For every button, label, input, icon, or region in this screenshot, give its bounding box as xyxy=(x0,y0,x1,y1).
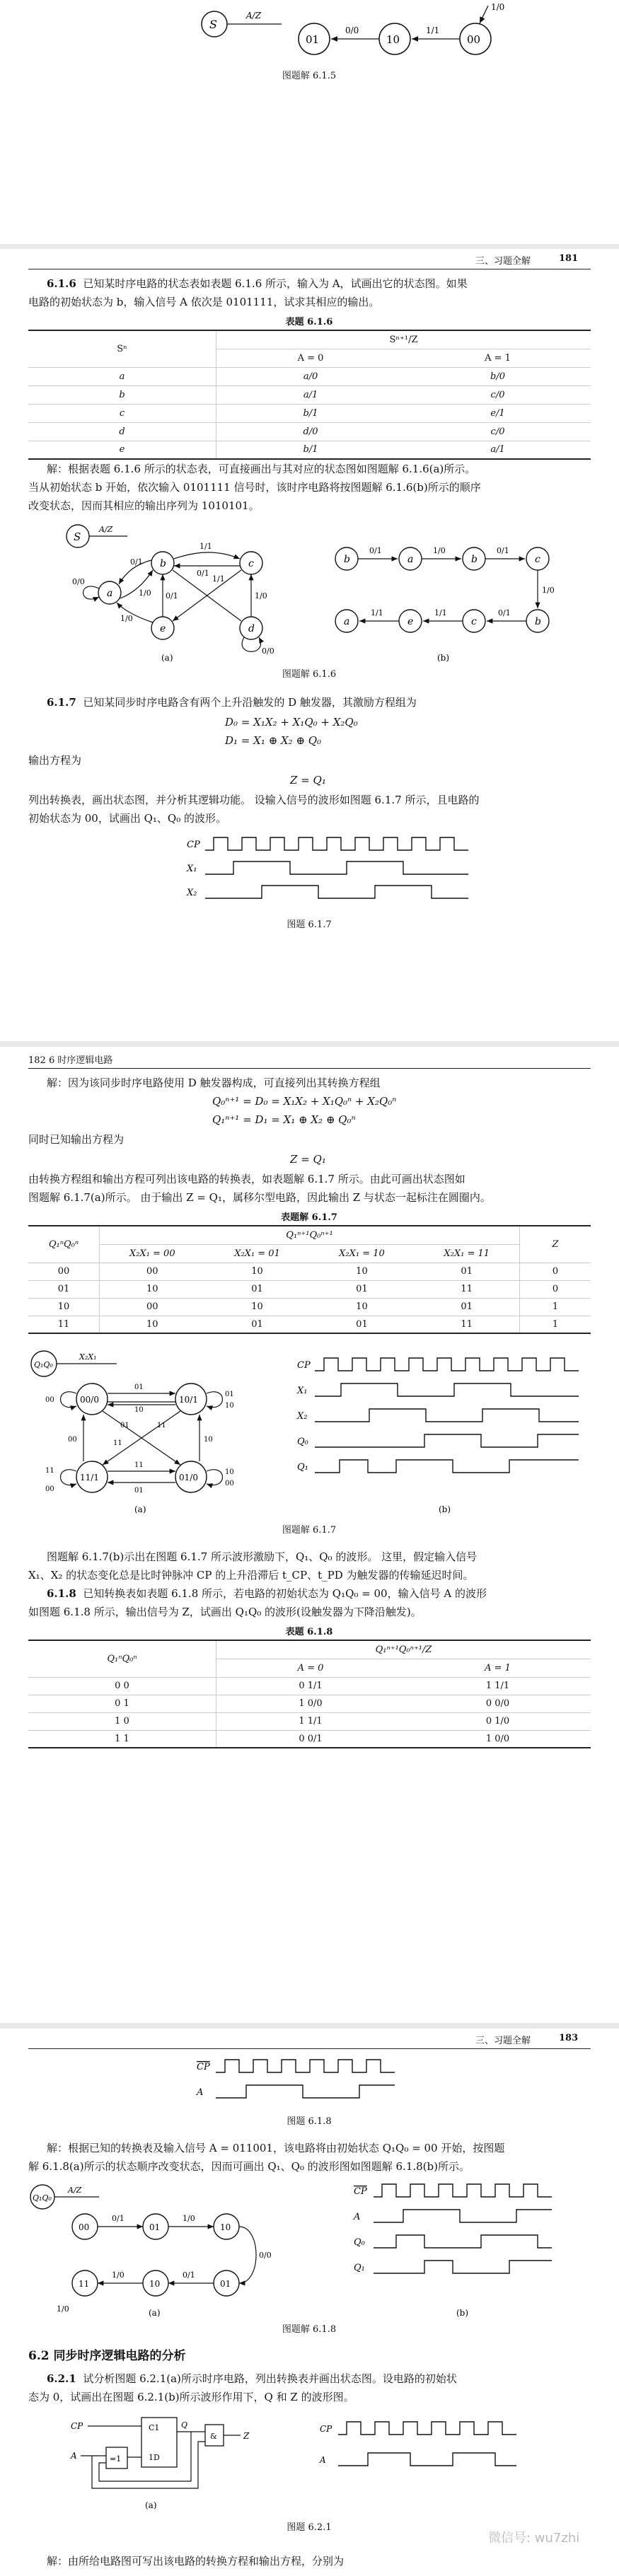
col-head-next: Q₁ⁿ⁺¹Q₀ⁿ⁺¹ xyxy=(100,1226,520,1244)
node-label: 00 xyxy=(79,2222,90,2232)
seq-node-label: a xyxy=(407,554,414,565)
col-head-a1: A = 1 xyxy=(405,1659,591,1677)
col-head-state: Q₁ⁿQ₀ⁿ xyxy=(28,1226,100,1263)
node-label: 10/1 xyxy=(179,1395,198,1405)
header-title: 三、习题全解 xyxy=(475,256,531,267)
subfig-label: (a) xyxy=(145,2500,157,2510)
problem-number: 6.1.6 xyxy=(47,277,76,290)
edge-label: 1/1 xyxy=(199,542,212,551)
node-label: 11/1 xyxy=(80,1473,99,1483)
table-cell: 10 xyxy=(28,1298,100,1316)
wave-label-a: A xyxy=(197,2087,204,2098)
edge-b-c xyxy=(174,552,240,559)
start-label: S xyxy=(74,530,81,543)
subfig-label-a: (a) xyxy=(134,1504,146,1514)
solution-line2: 当从初始状态 b 开始，依次输入 0101111 信号时，该时序电路将按图题解 6.1.6(b)所示的顺序 xyxy=(28,481,481,494)
col-head: X₂X₁ = 11 xyxy=(414,1244,519,1263)
page-2 xyxy=(0,249,619,1041)
table-cell: b xyxy=(28,385,216,404)
edge-label: 0/1 xyxy=(197,569,209,578)
problem-number: 6.2.1 xyxy=(47,2372,76,2385)
circuit-label: A xyxy=(71,2451,77,2461)
seq-node-label: c xyxy=(471,616,477,627)
input-label: A/Z xyxy=(68,2186,82,2195)
table-cell: 00 xyxy=(100,1263,205,1280)
edge-label: 11 xyxy=(157,1422,166,1429)
col-head: X₂X₁ = 00 xyxy=(100,1244,205,1263)
waveform-6-1-8 xyxy=(0,2054,619,2111)
table-cell: 10 xyxy=(205,1298,310,1316)
node-label: d xyxy=(248,623,255,634)
node-label: a xyxy=(107,588,113,599)
table-cell: 1 1 xyxy=(28,1730,216,1748)
table-cell: 1 xyxy=(520,1316,591,1333)
table-cell: 11 xyxy=(414,1316,519,1333)
wave-label: A xyxy=(320,2455,326,2465)
edge-label: 1/0 xyxy=(255,591,267,601)
seq-node-label: c xyxy=(535,554,540,565)
text-line5: 图题解 6.1.7(b)示出在图题 6.1.7 所示波形激励下，Q₁、Q₀ 的波形。 这里，假定输入信号 xyxy=(47,1550,478,1563)
table-title-2: 表题 6.1.8 xyxy=(285,1627,333,1637)
seq-node-label: b xyxy=(471,554,478,565)
table-cell: 1 0/0 xyxy=(405,1730,591,1748)
node-label: b xyxy=(160,558,166,569)
edge-label-1-0: 1/0 xyxy=(491,2,505,12)
seq-node-label: b xyxy=(535,616,541,627)
table-cell: 10 xyxy=(309,1263,414,1280)
wave-label-x1: X₁ xyxy=(187,864,197,874)
col-head: X₂X₁ = 10 xyxy=(309,1244,414,1263)
circuit-a xyxy=(70,2418,250,2510)
edge-label: 1/0 xyxy=(57,2304,69,2314)
table-cell: 1 1/1 xyxy=(216,1712,405,1730)
edge-label: 01 xyxy=(120,1422,129,1429)
wave-label: Q₁ xyxy=(354,2263,365,2273)
wave-label: A xyxy=(354,2212,361,2222)
node-label: 10 xyxy=(149,2279,161,2289)
col-head-a0: A = 0 xyxy=(216,349,405,367)
equation-d0: D₀ = X₁X₂ + X₁Q₀ + X₂Q₀ xyxy=(225,716,358,729)
equation-q0: Q₀ⁿ⁺¹ = D₀ = X₁X₂ + X₁Q₀ⁿ + X₂Q₀ⁿ xyxy=(212,1095,397,1108)
figure-caption: 图题解 6.1.6 xyxy=(282,669,337,680)
table-cell: a/1 xyxy=(405,441,591,459)
problem-text: 已知转换表如表题 6.1.8 所示，若电路的初始状态为 Q₁Q₀ = 00，输入信号 A 的波形 xyxy=(83,1587,487,1600)
problem-6-2-1-line1 xyxy=(47,2369,457,2388)
figure-6-1-7-solution xyxy=(0,1342,619,1519)
edge-label: 10 xyxy=(134,1406,144,1414)
edge-label: 01 xyxy=(134,1383,144,1391)
seq-edge-label: 1/0 xyxy=(542,586,555,595)
wave-cp xyxy=(216,2060,395,2072)
watermark: 微信号: wu7zhi xyxy=(488,2531,580,2546)
wave-q1 xyxy=(374,2261,552,2273)
output-label: Z xyxy=(243,2431,250,2441)
table-cell: 1 xyxy=(520,1298,591,1316)
table-cell: 10 xyxy=(205,1263,310,1280)
node-label: 01 xyxy=(220,2279,231,2289)
edge-label: 00 xyxy=(45,1485,54,1493)
col-head-state: Sⁿ xyxy=(28,330,216,367)
node-label: 00/0 xyxy=(80,1395,99,1405)
subfig-label-b: (b) xyxy=(439,1504,451,1514)
edge-label: 0/0 xyxy=(72,577,85,586)
header-page-number: 183 xyxy=(559,2033,579,2043)
ff-label: 1D xyxy=(149,2453,160,2462)
table-cell: a xyxy=(28,367,216,385)
solution-line4: 图题解 6.1.7(a)所示。 由于输出 Z = Q₁，属移尔型电路，因此输出 Z 与状态一起标注在圆圈内。 xyxy=(28,1191,491,1204)
figure-6-1-8-solution xyxy=(0,2177,619,2319)
edge-self-10 xyxy=(207,1392,223,1408)
input-label: A/Z xyxy=(246,11,262,21)
table-cell: e/1 xyxy=(405,404,591,422)
solution-line3: 改变状态，因而其相应的输出序列为 1010101。 xyxy=(28,499,260,512)
text-line6: X₁、X₂ 的状态变化总是比时钟脉冲 CP 的上升沿滞后 t_CP、t_PD 为触发器的传输延迟时间。 xyxy=(28,1569,474,1582)
table-cell: 10 xyxy=(309,1298,414,1316)
wave-label: X₂ xyxy=(297,1411,308,1422)
table-cell: 00 xyxy=(28,1263,100,1280)
table-cell: 0 1 xyxy=(28,1695,216,1712)
gate-label: & xyxy=(210,2432,217,2441)
wave-cp xyxy=(205,837,468,850)
diagram-a xyxy=(30,2185,272,2314)
table-cell: 01 xyxy=(414,1298,519,1316)
node-label: 10 xyxy=(220,2222,231,2232)
edge-label: 0/1 xyxy=(166,591,178,601)
table-cell: 0 0 xyxy=(28,1677,216,1695)
waveform-b xyxy=(353,2184,552,2273)
wave-cp xyxy=(338,2422,516,2435)
transition-table-6-1-8 xyxy=(28,1640,591,1748)
table-cell: 0 0/0 xyxy=(405,1695,591,1712)
node-label: c xyxy=(248,558,254,569)
section-heading: 6.2 同步时序逻辑电路的分析 xyxy=(28,2349,186,2363)
edge-label: 01 xyxy=(225,1391,234,1398)
table-cell: b/0 xyxy=(405,367,591,385)
table-cell: 01 xyxy=(309,1316,414,1333)
problem-6-1-7-line1 xyxy=(47,693,417,712)
equation-z: Z = Q₁ xyxy=(290,774,326,787)
wave-q0 xyxy=(374,2235,552,2248)
transition-table-6-1-7 xyxy=(28,1225,591,1334)
problem-number: 6.1.7 xyxy=(47,696,76,709)
wave-label: Q₁ xyxy=(297,1462,308,1473)
state-diagram-6-1-5 xyxy=(0,0,619,244)
edge-label: 0/1 xyxy=(183,2270,195,2280)
seq-edge-label: 1/0 xyxy=(433,546,446,555)
subfig-label-b: (b) xyxy=(437,653,450,663)
wave-x2 xyxy=(205,886,468,898)
seq-edge-label: 1/1 xyxy=(371,608,383,617)
seq-node-label: a xyxy=(344,616,350,627)
seq-edge-label: 0/1 xyxy=(497,546,509,555)
equation-d1: D₁ = X₁ ⊕ X₂ ⊕ Q₀ xyxy=(225,734,322,747)
table-cell: 01 xyxy=(28,1280,100,1298)
page-3 xyxy=(0,1047,619,2023)
table-cell: 0 1/0 xyxy=(405,1712,591,1730)
table-cell: b/1 xyxy=(216,441,405,459)
wave-label: X₁ xyxy=(297,1386,308,1396)
problem-text: 试分析图题 6.2.1(a)所示时序电路，列出转换表并画出状态图。设电路的初始状 xyxy=(83,2372,457,2385)
edge-label: 1/1 xyxy=(212,574,225,584)
edge-self-01 xyxy=(207,1470,223,1485)
seq-edge-label: 0/1 xyxy=(369,546,382,555)
edge-self-00 xyxy=(61,1392,77,1408)
wave-label-cp: CP xyxy=(187,840,200,850)
table-cell: c/0 xyxy=(405,385,591,404)
table-cell: c xyxy=(28,404,216,422)
header-page-number: 181 xyxy=(559,253,579,264)
wave-cp xyxy=(374,2184,552,2197)
solution-line1: 解：根据已知的转换表及输入信号 A = 011001，该电路将由初始状态 Q₁Q₀ = 00 开始，按图题 xyxy=(47,2142,505,2154)
edge-label: 1/0 xyxy=(120,614,133,623)
col-head: X₂X₁ = 01 xyxy=(205,1244,310,1263)
solution-line3: 由转换方程组和输出方程可列出该电路的转换表，如表题解 6.1.7 所示。由此可画出状态图如 xyxy=(28,1173,465,1185)
edge-self-11 xyxy=(61,1470,77,1485)
node-label: 01 xyxy=(149,2222,161,2232)
table-cell: 0 xyxy=(520,1263,591,1280)
figure-caption-1: 图题 6.1.8 xyxy=(287,2116,332,2127)
wave-label: CP xyxy=(354,2186,367,2197)
edge-label: 1/0 xyxy=(112,2270,125,2280)
circuit-label: CP xyxy=(71,2421,83,2431)
table-cell: 0 xyxy=(520,1280,591,1298)
wave-label: Q₀ xyxy=(297,1437,308,1447)
page-4 xyxy=(0,2029,619,2576)
seq-node-label: b xyxy=(344,554,350,565)
table-cell: a/0 xyxy=(216,367,405,385)
problem-6-1-6-line1 xyxy=(47,274,468,293)
col-head-a0: A = 0 xyxy=(216,1659,405,1677)
wave-a xyxy=(338,2453,516,2466)
ff-output-label: Q xyxy=(181,2420,188,2430)
state-table-6-1-6 xyxy=(28,330,591,460)
diagram-b xyxy=(335,546,555,632)
problem-6-1-6-line2: 电路的初始状态为 b，输入信号 A 依次是 0101111，试求其相应的输出。 xyxy=(28,296,380,308)
wave-x2 xyxy=(315,1409,579,1422)
table-cell: 10 xyxy=(100,1280,205,1298)
diagram-a xyxy=(66,525,274,656)
edge-label: 11 xyxy=(113,1439,122,1447)
table-cell: 10 xyxy=(100,1316,205,1333)
ff-label: C1 xyxy=(149,2423,160,2432)
input-label: X₂X₁ xyxy=(79,1352,97,1362)
edge-label: 1/0 xyxy=(139,588,151,598)
wave-q1 xyxy=(315,1460,579,1473)
edge-label: 0/1 xyxy=(130,557,143,567)
solution-line1: 解：因为该同步时序电路使用 D 触发器构成，可直接列出其转换方程组 xyxy=(47,1077,381,1089)
table-cell: 0 1/1 xyxy=(216,1677,405,1695)
node-label: 01/0 xyxy=(179,1473,198,1483)
node-label: 11 xyxy=(79,2279,90,2289)
table-cell: d/0 xyxy=(216,422,405,441)
solution-line2: 解 6.1.8(a)所示的状态顺序改变状态，因而可画出 Q₁、Q₀ 的波形图如图题解 6.1.8(b)所示。 xyxy=(28,2160,470,2173)
table-cell: b/1 xyxy=(216,404,405,422)
edge-label: 0/1 xyxy=(112,2214,125,2223)
table-cell: c/0 xyxy=(405,422,591,441)
equation-z: Z = Q₁ xyxy=(290,1153,326,1166)
wave-q0 xyxy=(315,1434,579,1447)
state-00-label: 00 xyxy=(467,33,481,46)
figure-caption: 图题解 6.1.7 xyxy=(282,1525,337,1536)
table-cell: e xyxy=(28,441,216,459)
table-cell: d xyxy=(28,422,216,441)
edge-label: 00 xyxy=(68,1436,77,1444)
table-cell: 01 xyxy=(205,1280,310,1298)
table-cell: 0 0/1 xyxy=(216,1730,405,1748)
waveform-b xyxy=(296,1358,579,1473)
wave-label-x2: X₂ xyxy=(187,888,197,898)
subfig-label-a: (a) xyxy=(161,653,173,663)
edge-label: 0/0 xyxy=(259,2251,272,2260)
solution-line2: 同时已知输出方程为 xyxy=(28,1133,125,1146)
equation-q1: Q₁ⁿ⁺¹ = D₁ = X₁ ⊕ X₂ ⊕ Q₀ⁿ xyxy=(212,1113,356,1126)
edge-label-0-0: 0/0 xyxy=(345,25,359,35)
problem-text: 已知某时序电路的状态表如表题 6.1.6 所示，输入为 A，试画出它的状态图。如果 xyxy=(83,277,468,290)
bottom-text: 解：由所给电路图可写出该电路的转换方程和输出方程，分别为 xyxy=(47,2555,345,2568)
edge-label: 01 xyxy=(134,1487,144,1495)
problem-6-1-8-line2: 如图题 6.1.8 所示，输出信号为 Z，试画出 Q₁Q₀ 的波形(设触发器为下降沿触发)。 xyxy=(28,1606,422,1618)
problem-text: 已知某同步时序电路含有两个上升沿触发的 D 触发器，其激励方程组为 xyxy=(83,696,417,709)
problem-6-1-8-line1 xyxy=(47,1584,487,1603)
table-cell: 01 xyxy=(414,1263,519,1280)
edge-label: 11 xyxy=(45,1467,54,1475)
start-label: Q₁Q₀ xyxy=(33,2193,52,2203)
table-title: 表题解 6.1.7 xyxy=(281,1212,337,1223)
header-rule xyxy=(28,1068,591,1069)
problem-6-1-7-line2: 列出转换表，画出状态图，并分析其逻辑功能。 设输入信号的波形如图题 6.1.7 所示，且电路的 xyxy=(28,794,480,806)
edge-label: 11 xyxy=(134,1461,144,1469)
figure-caption: 图题解 6.1.5 xyxy=(282,71,337,81)
seq-edge-label: 0/1 xyxy=(498,608,511,617)
wave-a xyxy=(374,2210,552,2222)
input-label: A/Z xyxy=(99,525,113,534)
edge xyxy=(239,2227,256,2283)
edge-label: 00 xyxy=(45,1396,54,1404)
problem-6-2-1-line2: 态为 0，试画出在图题 6.2.1(b)所示波形作用下，Q 和 Z 的波形图。 xyxy=(28,2391,354,2403)
edge-label: 10 xyxy=(225,1402,234,1410)
figure-caption-3: 图题 6.2.1 xyxy=(287,2522,332,2533)
header-title: 182 6 时序逻辑电路 xyxy=(28,1055,113,1066)
edge-into-00 xyxy=(480,6,488,23)
gate-label: =1 xyxy=(110,2454,122,2464)
edge-label: 10 xyxy=(225,1468,234,1476)
problem-6-1-7-line3: 初始状态为 00，试画出 Q₁、Q₀ 的波形。 xyxy=(28,812,227,825)
header-rule xyxy=(28,2048,591,2049)
col-head-next: Sⁿ⁺¹/Z xyxy=(216,330,591,349)
col-head-state: Q₁ⁿQ₀ⁿ xyxy=(28,1640,216,1677)
edge-label: 10 xyxy=(204,1436,213,1444)
table-cell: 01 xyxy=(309,1280,414,1298)
table-cell: 1 0/0 xyxy=(216,1695,405,1712)
table-title: 表题 6.1.6 xyxy=(285,317,333,327)
start-label: Q₁Q₀ xyxy=(34,1360,53,1369)
edge-label: 1/0 xyxy=(183,2214,195,2223)
edge-label: 0/0 xyxy=(262,646,274,656)
table-cell: 11 xyxy=(28,1316,100,1333)
wave-x1 xyxy=(205,861,468,874)
col-head-z: Z xyxy=(520,1226,591,1263)
state-diagram-6-1-6 xyxy=(0,515,619,663)
figure-caption-2: 图题解 6.1.8 xyxy=(282,2324,337,2335)
table-cell: 00 xyxy=(100,1298,205,1316)
state-10-label: 10 xyxy=(386,33,400,46)
wave-label: CP xyxy=(320,2424,332,2434)
table-cell: 01 xyxy=(205,1316,310,1333)
start-state-label: S xyxy=(209,18,217,31)
subfig-label-b: (b) xyxy=(456,2308,469,2318)
seq-node-label: e xyxy=(407,616,414,627)
figure-caption-2: 图题 6.1.7 xyxy=(287,919,332,930)
seq-edge-label: 1/1 xyxy=(434,608,447,617)
wave-label: CP xyxy=(297,1360,311,1371)
waveform-6-1-7 xyxy=(0,830,619,915)
table-cell: 1 0 xyxy=(28,1712,216,1730)
wave-label: Q₀ xyxy=(354,2237,365,2248)
table-cell: 11 xyxy=(414,1280,519,1298)
edge-label-1-1: 1/1 xyxy=(426,25,440,35)
edge-label: 00 xyxy=(225,1480,234,1487)
node-label: e xyxy=(160,623,166,634)
problem-number: 6.1.8 xyxy=(47,1587,76,1600)
waveform-b xyxy=(319,2422,516,2466)
header-title: 三、习题全解 xyxy=(475,2036,531,2046)
solution-line1: 解：根据表题 6.1.6 所示的状态表，可直接画出与其对应的状态图如图题解 6.1.6(a)所示。 xyxy=(47,463,476,475)
col-head-a1: A = 1 xyxy=(405,349,591,367)
state-01-label: 01 xyxy=(306,33,320,46)
table-cell: a/1 xyxy=(216,385,405,404)
diagram-a xyxy=(31,1351,234,1495)
wave-cp xyxy=(315,1358,579,1371)
wave-x1 xyxy=(315,1383,579,1396)
output-equation-label: 输出方程为 xyxy=(28,754,82,767)
col-head-next: Q₁ⁿ⁺¹Q₀ⁿ⁺¹/Z xyxy=(216,1640,591,1659)
edge-a-self xyxy=(83,586,100,599)
page-1 xyxy=(0,0,619,244)
table-cell: 1 1/1 xyxy=(405,1677,591,1695)
subfig-label-a: (a) xyxy=(149,2308,161,2318)
wave-label-cp: CP xyxy=(197,2062,210,2072)
figure-6-2-1 xyxy=(0,2410,619,2517)
wave-a xyxy=(216,2085,395,2098)
